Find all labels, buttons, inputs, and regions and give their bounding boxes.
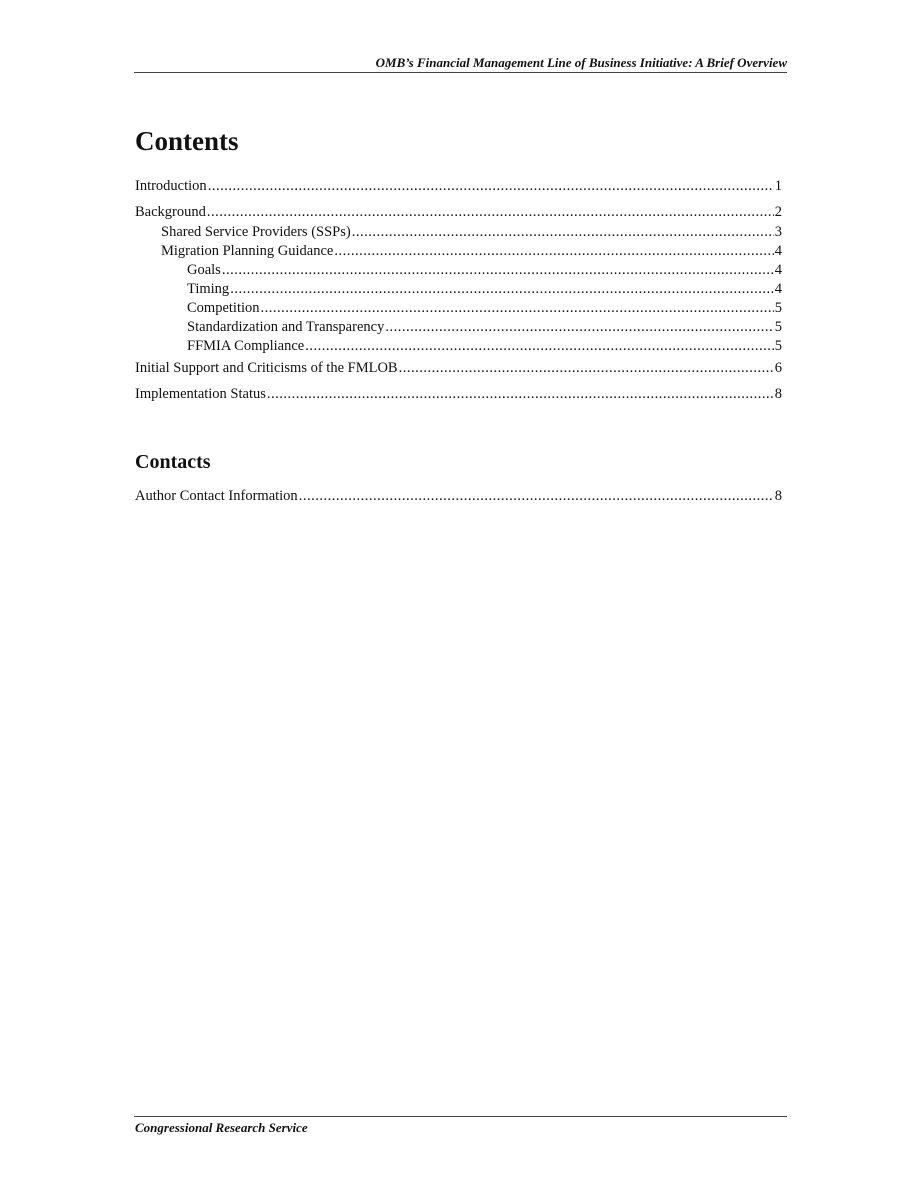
dot-leader: [222, 261, 774, 280]
toc-entry-page: 5: [774, 300, 782, 316]
toc-entry-goals[interactable]: [135, 261, 782, 280]
toc-entry-label: Initial Support and Criticisms of the FMLOB: [135, 360, 398, 376]
toc-entry-standardization-and-transparency[interactable]: [135, 318, 782, 337]
toc-entry-migration-planning-guidance[interactable]: [135, 242, 782, 261]
contents-title: Contents: [135, 126, 239, 156]
dot-leader: [352, 223, 774, 242]
dot-leader: [299, 487, 774, 506]
dot-leader: [230, 280, 774, 299]
toc-entry-label: Competition: [187, 300, 260, 316]
toc-entry-timing[interactable]: [135, 280, 782, 299]
contacts-title: Contacts: [135, 451, 211, 473]
toc-entry-ffmia-compliance[interactable]: [135, 337, 782, 356]
toc-entry-page: 8: [774, 488, 782, 504]
dot-leader: [385, 318, 773, 337]
dot-leader: [399, 359, 774, 378]
toc-entry-label: Implementation Status: [135, 386, 266, 402]
footer-rule: [134, 1116, 787, 1117]
toc-entry-page: 4: [774, 281, 782, 297]
toc-entry-page: 1: [774, 178, 782, 194]
toc-entry-implementation-status[interactable]: [135, 385, 782, 404]
toc-entry-initial-support-and-criticisms[interactable]: [135, 359, 782, 378]
toc-entry-page: 3: [774, 224, 782, 240]
dot-leader: [334, 242, 773, 261]
toc-entry-label: Goals: [187, 262, 221, 278]
toc-entry-page: 5: [774, 338, 782, 354]
toc-entry-shared-service-providers[interactable]: [135, 223, 782, 242]
toc-entry-label: Author Contact Information: [135, 488, 298, 504]
toc-entry-page: 4: [774, 243, 782, 259]
toc-entry-label: Background: [135, 204, 206, 220]
toc-entry-page: 6: [774, 360, 782, 376]
dot-leader: [267, 385, 774, 404]
contents-list: [135, 177, 782, 404]
dot-leader: [207, 203, 774, 222]
toc-entry-author-contact-information[interactable]: [135, 487, 782, 506]
toc-entry-label: FFMIA Compliance: [187, 338, 305, 354]
toc-entry-background[interactable]: [135, 203, 782, 222]
dot-leader: [305, 337, 774, 356]
toc-entry-page: 4: [774, 262, 782, 278]
contacts-list: [135, 487, 782, 506]
header-rule: [134, 72, 787, 73]
toc-entry-label: Standardization and Transparency: [187, 319, 385, 335]
toc-entry-label: Shared Service Providers (SSPs): [161, 224, 351, 240]
toc-entry-page: 8: [774, 386, 782, 402]
toc-entry-page: 5: [774, 319, 782, 335]
dot-leader: [208, 177, 774, 196]
running-header: OMB’s Financial Management Line of Business Initiative: A Brief Overview: [375, 55, 787, 70]
toc-entry-competition[interactable]: [135, 299, 782, 318]
toc-entry-label: Introduction: [135, 178, 207, 194]
dot-leader: [261, 299, 774, 318]
toc-entry-label: Migration Planning Guidance: [161, 243, 334, 259]
toc-entry-label: Timing: [187, 281, 230, 297]
toc-entry-page: 2: [774, 204, 782, 220]
running-footer: Congressional Research Service: [135, 1120, 308, 1135]
toc-entry-introduction[interactable]: [135, 177, 782, 196]
